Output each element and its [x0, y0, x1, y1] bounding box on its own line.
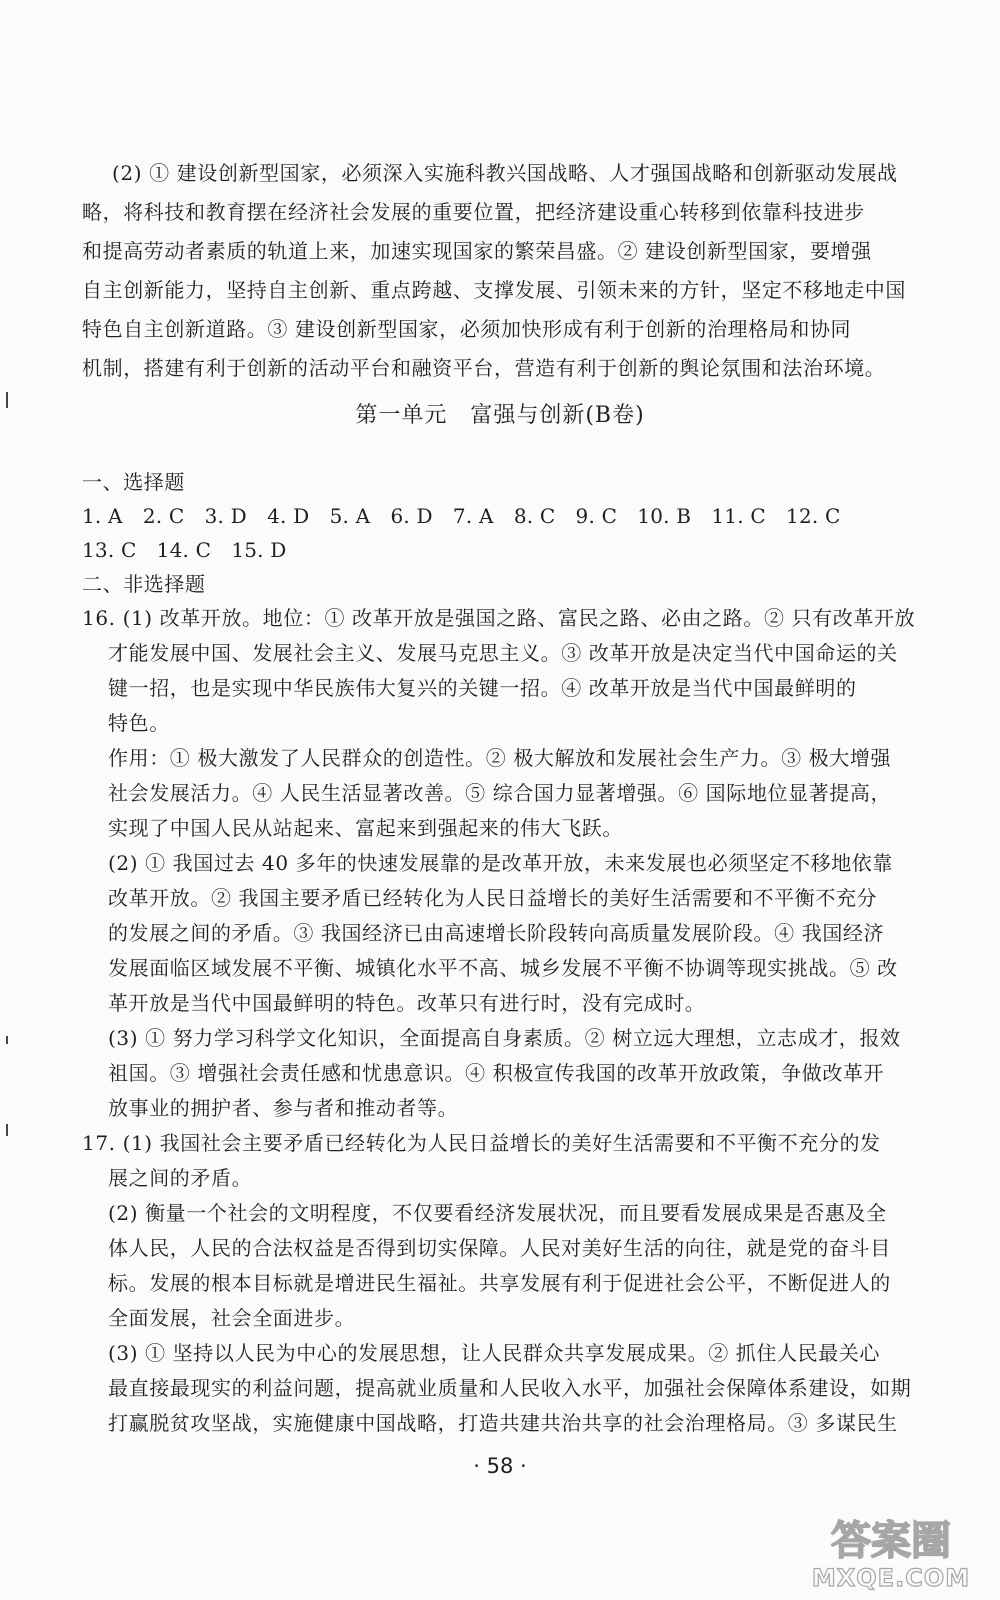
q17-line: 体人民，人民的合法权益是否得到切实保障。人民对美好生活的向往，就是党的奋斗目	[108, 1236, 891, 1260]
intro-line: (2) ① 建设创新型国家，必须深入实施科教兴国战略、人才强国战略和创新驱动发展战	[112, 161, 898, 185]
choice-answers-line: 1. A 2. C 3. D 4. D 5. A 6. D 7. A 8. C 9. C 10. B 11. C 12. C	[82, 504, 841, 528]
q16-line: 才能发展中国、发展社会主义、发展马克思主义。③ 改革开放是决定当代中国命运的关	[108, 641, 898, 665]
intro-line: 和提高劳动者素质的轨道上来，加速实现国家的繁荣昌盛。② 建设创新型国家，要增强	[82, 239, 872, 263]
q16-line: 革开放是当代中国最鲜明的特色。改革只有进行时，没有完成时。	[108, 991, 706, 1015]
svg-text:答案圈: 答案圈	[831, 1518, 951, 1564]
scan-mark	[6, 1124, 8, 1136]
q17-line: 最直接最现实的利益问题，提高就业质量和人民收入水平，加强社会保障体系建设，如期	[108, 1376, 912, 1400]
q16-line: 祖国。③ 增强社会责任感和忧患意识。④ 积极宣传我国的改革开放政策，争做改革开	[108, 1061, 885, 1085]
q16-line: 的发展之间的矛盾。③ 我国经济已由高速增长阶段转向高质量发展阶段。④ 我国经济	[108, 921, 885, 945]
scan-mark	[6, 1036, 8, 1044]
q16-line: 改革开放。② 我国主要矛盾已经转化为人民日益增长的美好生活需要和不平衡不充分	[108, 886, 878, 910]
q16-line: 实现了中国人民从站起来、富起来到强起来的伟大飞跃。	[108, 816, 623, 840]
q16-line: 社会发展活力。④ 人民生活显著改善。⑤ 综合国力显著增强。⑥ 国际地位显著提高，	[108, 781, 892, 805]
q17-line: (3) ① 坚持以人民为中心的发展思想，让人民群众共享发展成果。② 抓住人民最关心	[108, 1341, 881, 1365]
q17-line: 打赢脱贫攻坚战，实施健康中国战略，打造共建共治共享的社会治理格局。③ 多谋民生	[108, 1411, 898, 1435]
q17-line: 17. (1) 我国社会主要矛盾已经转化为人民日益增长的美好生活需要和不平衡不充分的发	[82, 1131, 881, 1155]
q16-line: (3) ① 努力学习科学文化知识，全面提高自身素质。② 树立远大理想，立志成才，报效	[108, 1026, 901, 1050]
q16-line: 放事业的拥护者、参与者和推动者等。	[108, 1096, 459, 1120]
q17-line: 展之间的矛盾。	[108, 1166, 253, 1190]
q16-line: 键一招，也是实现中华民族伟大复兴的关键一招。④ 改革开放是当代中国最鲜明的	[108, 676, 857, 700]
intro-line: 自主创新能力，坚持自主创新、重点跨越、支撑发展、引领未来的方针，坚定不移地走中国	[82, 278, 906, 302]
intro-line: 略，将科技和教育摆在经济社会发展的重要位置，把经济建设重心转移到依靠科技进步	[82, 200, 865, 224]
watermark-logo	[796, 1506, 986, 1592]
q16-line: (2) ① 我国过去 40 多年的快速发展靠的是改革开放，未来发展也必须坚定不移地依靠	[108, 851, 894, 875]
q16-line: 作用：① 极大激发了人民群众的创造性。② 极大解放和发展社会生产力。③ 极大增强	[108, 746, 892, 770]
choice-answers-line: 13. C 14. C 15. D	[82, 538, 287, 562]
q16-line: 发展面临区域发展不平衡、城镇化水平不高、城乡发展不平衡不协调等现实挑战。⑤ 改	[108, 956, 898, 980]
nonchoice-heading: 二、非选择题	[82, 572, 206, 596]
intro-line: 特色自主创新道路。③ 建设创新型国家，必须加快形成有利于创新的治理格局和协同	[82, 317, 852, 341]
q17-line: 全面发展，社会全面进步。	[108, 1306, 356, 1330]
q17-line: (2) 衡量一个社会的文明程度，不仅要看经济发展状况，而且要看发展成果是否惠及全	[108, 1201, 887, 1225]
svg-text:MXQE.COM: MXQE.COM	[811, 1564, 971, 1592]
scan-mark	[6, 392, 8, 408]
q16-line: 16. (1) 改革开放。地位：① 改革开放是强国之路、富民之路、必由之路。② 只有改革开放	[82, 606, 916, 630]
q16-line: 特色。	[108, 711, 170, 735]
q17-line: 标。发展的根本目标就是增进民生福祉。共享发展有利于促进社会公平，不断促进人的	[108, 1271, 891, 1295]
choice-heading: 一、选择题	[82, 470, 185, 494]
intro-line: 机制，搭建有利于创新的活动平台和融资平台，营造有利于创新的舆论氛围和法治环境。	[82, 356, 886, 380]
section-title: 第一单元 富强与创新(B卷)	[355, 403, 645, 428]
page-number: · 58 ·	[473, 1454, 527, 1478]
